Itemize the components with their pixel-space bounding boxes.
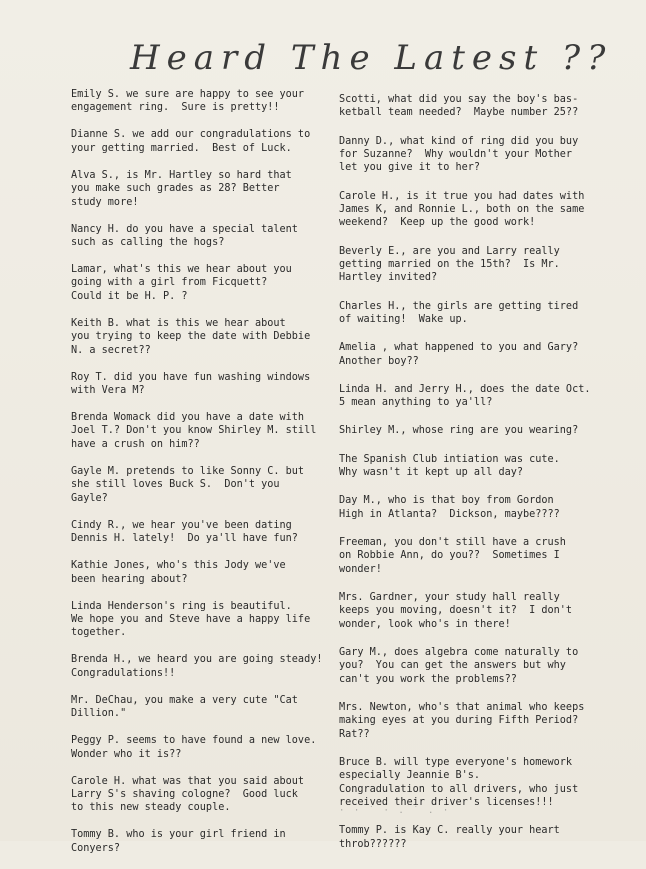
gossip-item: Dianne S. we add our congradulations to your getting married. Best of Luck. — [71, 129, 311, 154]
gossip-item: Brenda Womack did you have a date with Joel T.? Don't you know Shirley M. still have a crush on him?? — [71, 412, 317, 450]
gossip-item: Emily S. we sure are happy to see your engagement ring. Sure is pretty!! — [71, 89, 305, 114]
page-title: Heard The Latest ?? — [130, 38, 613, 78]
gossip-item: Peggy P. seems to have found a new love. Wonder who it is?? — [71, 735, 317, 760]
gossip-item: Carole H., is it true you had dates with James K, and Ronnie L., both on the same weekend? Keep up the good work! — [339, 190, 585, 229]
gossip-item: Danny D., what kind of ring did you buy for Suzanne? Why wouldn't your Mother let you give it to her? — [339, 135, 579, 174]
gossip-item: Shirley M., whose ring are you wearing? — [339, 425, 579, 437]
gossip-item: Tommy B. who is your girl friend in Conyers? — [71, 829, 286, 854]
gossip-item: Carole H. what was that you said about Larry S's shaving cologne? Good luck to this new steady couple. — [71, 775, 305, 814]
gossip-column-left — [71, 88, 343, 869]
gossip-item: Scotti, what did you say the boy's bas- ketball team needed? Maybe number 25?? — [339, 94, 579, 119]
gossip-item: Freeman, you don't still have a crush on Robbie Ann, do you?? Sometimes I wonder! — [339, 536, 566, 575]
gossip-item: Gary M., does algebra come naturally to you? You can get the answers but why can't you work the problems?? — [339, 646, 579, 685]
gossip-item: Keith B. what is this we hear about you trying to keep the date with Debbie N. a secret?? — [71, 317, 311, 356]
gossip-item: Beverly E., are you and Larry really getting married on the 15th? Is Mr. Hartley invited? — [339, 245, 560, 284]
faded-illegible-text: · · ˙ · . ˙ . · — [339, 806, 451, 816]
gossip-item: Linda H. and Jerry H., does the date Oct. 5 mean anything to ya'll? — [339, 383, 591, 409]
gossip-item: Mrs. Newton, who's that animal who keeps making eyes at you during Fifth Period? Rat?? — [339, 701, 585, 740]
gossip-item: Alva S., is Mr. Hartley so hard that you make such grades as 28? Better study more! — [71, 169, 292, 208]
gossip-item: Roy T. did you have fun washing windows with Vera M? — [71, 371, 311, 397]
gossip-item: Kathie Jones, who's this Jody we've been hearing about? — [71, 560, 286, 585]
gossip-item: Gayle M. pretends to like Sonny C. but she still loves Buck S. Don't you Gayle? — [71, 465, 305, 504]
gossip-item: Amelia , what happened to you and Gary? Another boy?? — [339, 342, 579, 367]
gossip-column-right — [339, 93, 629, 866]
gossip-item: Brenda H., we heard you are going steady! Congradulations!! — [71, 654, 323, 679]
gossip-item: Tommy P. is Kay C. really your heart throb?????? — [339, 825, 560, 850]
gossip-item: The Spanish Club intiation was cute. Why wasn't it kept up all day? — [339, 453, 560, 479]
gossip-item: Charles H., the girls are getting tired of waiting! Wake up. — [339, 300, 579, 326]
gossip-item: Day M., who is that boy from Gordon High in Atlanta? Dickson, maybe???? — [339, 495, 560, 520]
gossip-item: Lamar, what's this we hear about you going with a girl from Ficquett? Could it be H. P. ? — [71, 264, 292, 302]
gossip-item: Nancy H. do you have a special talent such as calling the hogs? — [71, 223, 298, 249]
gossip-item: Linda Henderson's ring is beautiful. We hope you and Steve have a happy life together. — [71, 600, 311, 639]
gossip-item: Mr. DeChau, you make a very cute "Cat Dillion." — [71, 694, 298, 720]
gossip-item: Bruce B. will type everyone's homework especially Jeannie B's. Congradulation to all drivers, who just received their driver's licenses!!! — [339, 756, 579, 809]
gossip-item: Cindy R., we hear you've been dating Dennis H. lately! Do ya'll have fun? — [71, 519, 298, 545]
gossip-item: Mrs. Gardner, your study hall really keeps you moving, doesn't it? I don't wonder, look who's in there! — [339, 591, 573, 630]
